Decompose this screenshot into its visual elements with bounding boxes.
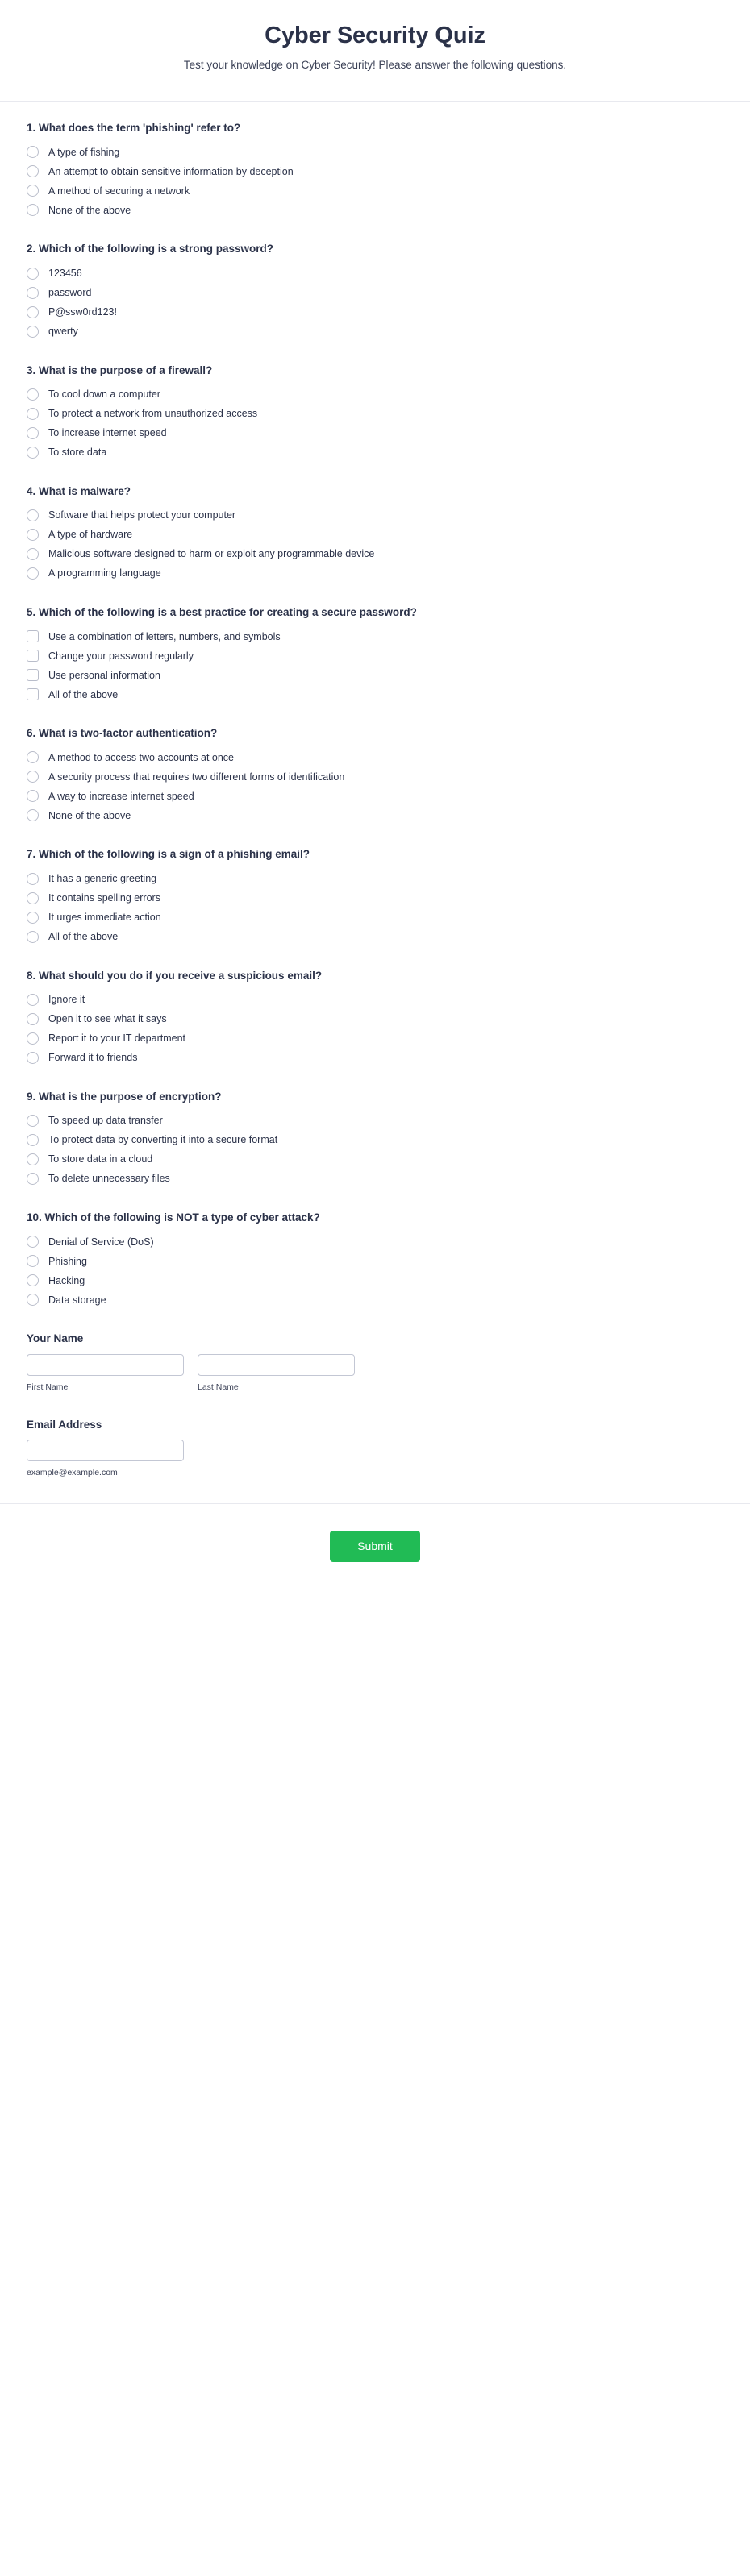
radio-icon[interactable]	[27, 408, 39, 420]
option-label: To store data	[48, 447, 107, 459]
radio-option-row[interactable]	[27, 1012, 723, 1027]
option-label: Hacking	[48, 1274, 85, 1286]
option-label: To speed up data transfer	[48, 1115, 163, 1127]
question-label: 6. What is two-factor authentication?	[27, 727, 218, 740]
radio-icon[interactable]	[27, 809, 39, 821]
option-label: Open it to see what it says	[48, 1013, 167, 1025]
radio-option-row[interactable]	[27, 1292, 723, 1307]
option-group	[27, 1234, 723, 1307]
option-label: A way to increase internet speed	[48, 790, 194, 802]
radio-icon[interactable]	[27, 1013, 39, 1025]
option-label: To cool down a computer	[48, 388, 160, 401]
page-subtitle: Test your knowledge on Cyber Security! Please answer the following questions.	[183, 59, 567, 72]
option-label: To delete unnecessary files	[48, 1173, 170, 1185]
radio-option-row[interactable]	[27, 1171, 723, 1186]
form-footer	[0, 1504, 750, 1594]
option-label: Use a combination of letters, numbers, and symbols	[48, 630, 281, 642]
radio-icon[interactable]	[27, 185, 39, 197]
radio-option-row[interactable]	[27, 527, 723, 542]
first-name-col	[27, 1354, 184, 1394]
radio-option-row[interactable]	[27, 1031, 723, 1046]
radio-icon[interactable]	[27, 912, 39, 924]
radio-option-row[interactable]	[27, 992, 723, 1008]
option-label: None of the above	[48, 204, 131, 216]
option-label: None of the above	[48, 809, 131, 821]
radio-icon[interactable]	[27, 306, 39, 318]
radio-icon[interactable]	[27, 1052, 39, 1064]
radio-icon[interactable]	[27, 1153, 39, 1165]
option-label: A security process that requires two different forms of identification	[48, 771, 345, 783]
radio-option-row[interactable]	[27, 1113, 723, 1128]
checkbox-icon[interactable]	[27, 630, 39, 642]
question-block	[0, 121, 750, 218]
radio-icon[interactable]	[27, 567, 39, 580]
question-label: 1. What does the term 'phishing' refer to?	[27, 122, 241, 135]
option-group	[27, 629, 723, 702]
radio-icon[interactable]	[27, 751, 39, 763]
option-label: Use personal information	[48, 669, 160, 681]
question-label: 3. What is the purpose of a firewall?	[27, 364, 213, 376]
option-label: A method of securing a network	[48, 185, 190, 197]
radio-option-row[interactable]	[27, 305, 723, 320]
option-label: It has a generic greeting	[48, 873, 157, 885]
email-sublabel: example@example.com	[27, 1468, 118, 1478]
option-label: It urges immediate action	[48, 912, 161, 924]
radio-icon[interactable]	[27, 1032, 39, 1045]
checkbox-icon[interactable]	[27, 688, 39, 700]
option-label: 123456	[48, 267, 82, 279]
option-label: To protect a network from unauthorized access	[48, 408, 258, 420]
radio-icon[interactable]	[27, 287, 39, 299]
radio-icon[interactable]	[27, 165, 39, 177]
option-label: To increase internet speed	[48, 427, 167, 439]
checkbox-icon[interactable]	[27, 650, 39, 662]
radio-icon[interactable]	[27, 892, 39, 904]
last-name-col	[198, 1354, 355, 1394]
radio-icon[interactable]	[27, 529, 39, 541]
radio-option-row[interactable]	[27, 183, 723, 198]
form-header	[0, 0, 750, 101]
radio-icon[interactable]	[27, 447, 39, 459]
question-label: 9. What is the purpose of encryption?	[27, 1090, 222, 1103]
question-block	[0, 1090, 750, 1186]
option-label: All of the above	[48, 688, 119, 700]
option-group	[27, 508, 723, 581]
question-block	[0, 969, 750, 1066]
name-field-block	[0, 1332, 750, 1393]
option-label: Report it to your IT department	[48, 1032, 185, 1045]
last-name-input[interactable]	[198, 1354, 355, 1376]
radio-option-row[interactable]	[27, 808, 723, 823]
email-field-block	[0, 1418, 750, 1479]
option-label: P@ssw0rd123!	[48, 305, 117, 318]
radio-option-row[interactable]	[27, 1253, 723, 1269]
checkbox-icon[interactable]	[27, 669, 39, 681]
radio-icon[interactable]	[27, 873, 39, 885]
radio-option-row[interactable]	[27, 406, 723, 422]
name-field-label: Your Name	[27, 1332, 84, 1345]
option-label: password	[48, 286, 92, 298]
radio-icon[interactable]	[27, 1236, 39, 1248]
radio-option-row[interactable]	[27, 546, 723, 562]
option-label: Malicious software designed to harm or exploit any programmable device	[48, 548, 375, 560]
radio-option-row[interactable]	[27, 910, 723, 925]
radio-option-row[interactable]	[27, 1234, 723, 1249]
option-label: It contains spelling errors	[48, 892, 160, 904]
radio-icon[interactable]	[27, 1134, 39, 1146]
radio-option-row[interactable]	[27, 788, 723, 804]
checkbox-option-row[interactable]	[27, 648, 723, 663]
radio-icon[interactable]	[27, 548, 39, 560]
question-label: 8. What should you do if you receive a suspicious email?	[27, 969, 323, 982]
question-label: 2. Which of the following is a strong password?	[27, 243, 274, 256]
radio-option-row[interactable]	[27, 891, 723, 906]
checkbox-option-row[interactable]	[27, 667, 723, 683]
question-block	[0, 1211, 750, 1307]
question-block	[0, 847, 750, 944]
option-label: A type of fishing	[48, 146, 120, 158]
radio-option-row[interactable]	[27, 566, 723, 581]
radio-option-row[interactable]	[27, 1132, 723, 1148]
option-group	[27, 266, 723, 339]
radio-icon[interactable]	[27, 1294, 39, 1306]
question-block	[0, 242, 750, 339]
option-group	[27, 144, 723, 218]
option-group	[27, 387, 723, 460]
radio-option-row[interactable]	[27, 769, 723, 784]
name-field-row	[27, 1354, 723, 1394]
email-col	[27, 1440, 184, 1479]
option-label: Software that helps protect your computer	[48, 509, 236, 521]
checkbox-option-row[interactable]	[27, 629, 723, 644]
question-block	[0, 605, 750, 702]
question-block	[0, 364, 750, 460]
option-label: A programming language	[48, 567, 161, 580]
option-label: qwerty	[48, 325, 78, 337]
radio-icon[interactable]	[27, 1255, 39, 1267]
radio-option-row[interactable]	[27, 508, 723, 523]
radio-icon[interactable]	[27, 388, 39, 401]
first-name-input[interactable]	[27, 1354, 184, 1376]
radio-icon[interactable]	[27, 146, 39, 158]
questions-container	[0, 102, 750, 1479]
checkbox-option-row[interactable]	[27, 687, 723, 702]
radio-option-row[interactable]	[27, 144, 723, 160]
radio-icon[interactable]	[27, 268, 39, 280]
radio-icon[interactable]	[27, 931, 39, 943]
question-block	[0, 484, 750, 581]
radio-icon[interactable]	[27, 994, 39, 1006]
radio-option-row[interactable]	[27, 1273, 723, 1288]
radio-icon[interactable]	[27, 1115, 39, 1127]
radio-option-row[interactable]	[27, 324, 723, 339]
radio-option-row[interactable]	[27, 1050, 723, 1066]
option-label: Phishing	[48, 1255, 87, 1267]
radio-icon[interactable]	[27, 1173, 39, 1185]
option-label: Forward it to friends	[48, 1052, 138, 1064]
radio-option-row[interactable]	[27, 929, 723, 945]
radio-option-row[interactable]	[27, 871, 723, 887]
last-name-sublabel: Last Name	[198, 1381, 239, 1392]
radio-option-row[interactable]	[27, 387, 723, 402]
option-label: An attempt to obtain sensitive information by deception	[48, 165, 294, 177]
option-label: To protect data by converting it into a secure format	[48, 1134, 278, 1146]
option-group	[27, 750, 723, 823]
option-label: Change your password regularly	[48, 650, 194, 662]
radio-icon[interactable]	[27, 790, 39, 802]
radio-option-row[interactable]	[27, 426, 723, 441]
email-field-row	[27, 1440, 723, 1479]
option-label: A type of hardware	[48, 529, 133, 541]
radio-icon[interactable]	[27, 1274, 39, 1286]
radio-option-row[interactable]	[27, 750, 723, 765]
radio-icon[interactable]	[27, 509, 39, 521]
option-group	[27, 1113, 723, 1186]
radio-icon[interactable]	[27, 326, 39, 338]
radio-option-row[interactable]	[27, 445, 723, 460]
question-label: 4. What is malware?	[27, 484, 131, 497]
option-label: Ignore it	[48, 994, 85, 1006]
radio-option-row[interactable]	[27, 164, 723, 179]
radio-option-row[interactable]	[27, 285, 723, 301]
email-field-label: Email Address	[27, 1418, 102, 1431]
radio-icon[interactable]	[27, 771, 39, 783]
radio-icon[interactable]	[27, 204, 39, 216]
question-label: 10. Which of the following is NOT a type of cyber attack?	[27, 1211, 320, 1224]
option-label: A method to access two accounts at once	[48, 751, 234, 763]
question-label: 7. Which of the following is a sign of a phishing email?	[27, 848, 310, 861]
question-block	[0, 726, 750, 823]
page-title: Cyber Security Quiz	[265, 23, 485, 48]
option-label: Data storage	[48, 1294, 106, 1306]
question-label: 5. Which of the following is a best practice for creating a secure password?	[27, 606, 417, 619]
radio-option-row[interactable]	[27, 202, 723, 218]
option-group	[27, 992, 723, 1066]
option-label: To store data in a cloud	[48, 1153, 153, 1165]
radio-option-row[interactable]	[27, 266, 723, 281]
email-input[interactable]	[27, 1440, 184, 1461]
option-label: All of the above	[48, 931, 119, 943]
radio-icon[interactable]	[27, 427, 39, 439]
submit-button[interactable]: Submit	[330, 1531, 420, 1562]
first-name-sublabel: First Name	[27, 1381, 69, 1392]
option-label: Denial of Service (DoS)	[48, 1236, 154, 1248]
option-group	[27, 871, 723, 945]
radio-option-row[interactable]	[27, 1152, 723, 1167]
